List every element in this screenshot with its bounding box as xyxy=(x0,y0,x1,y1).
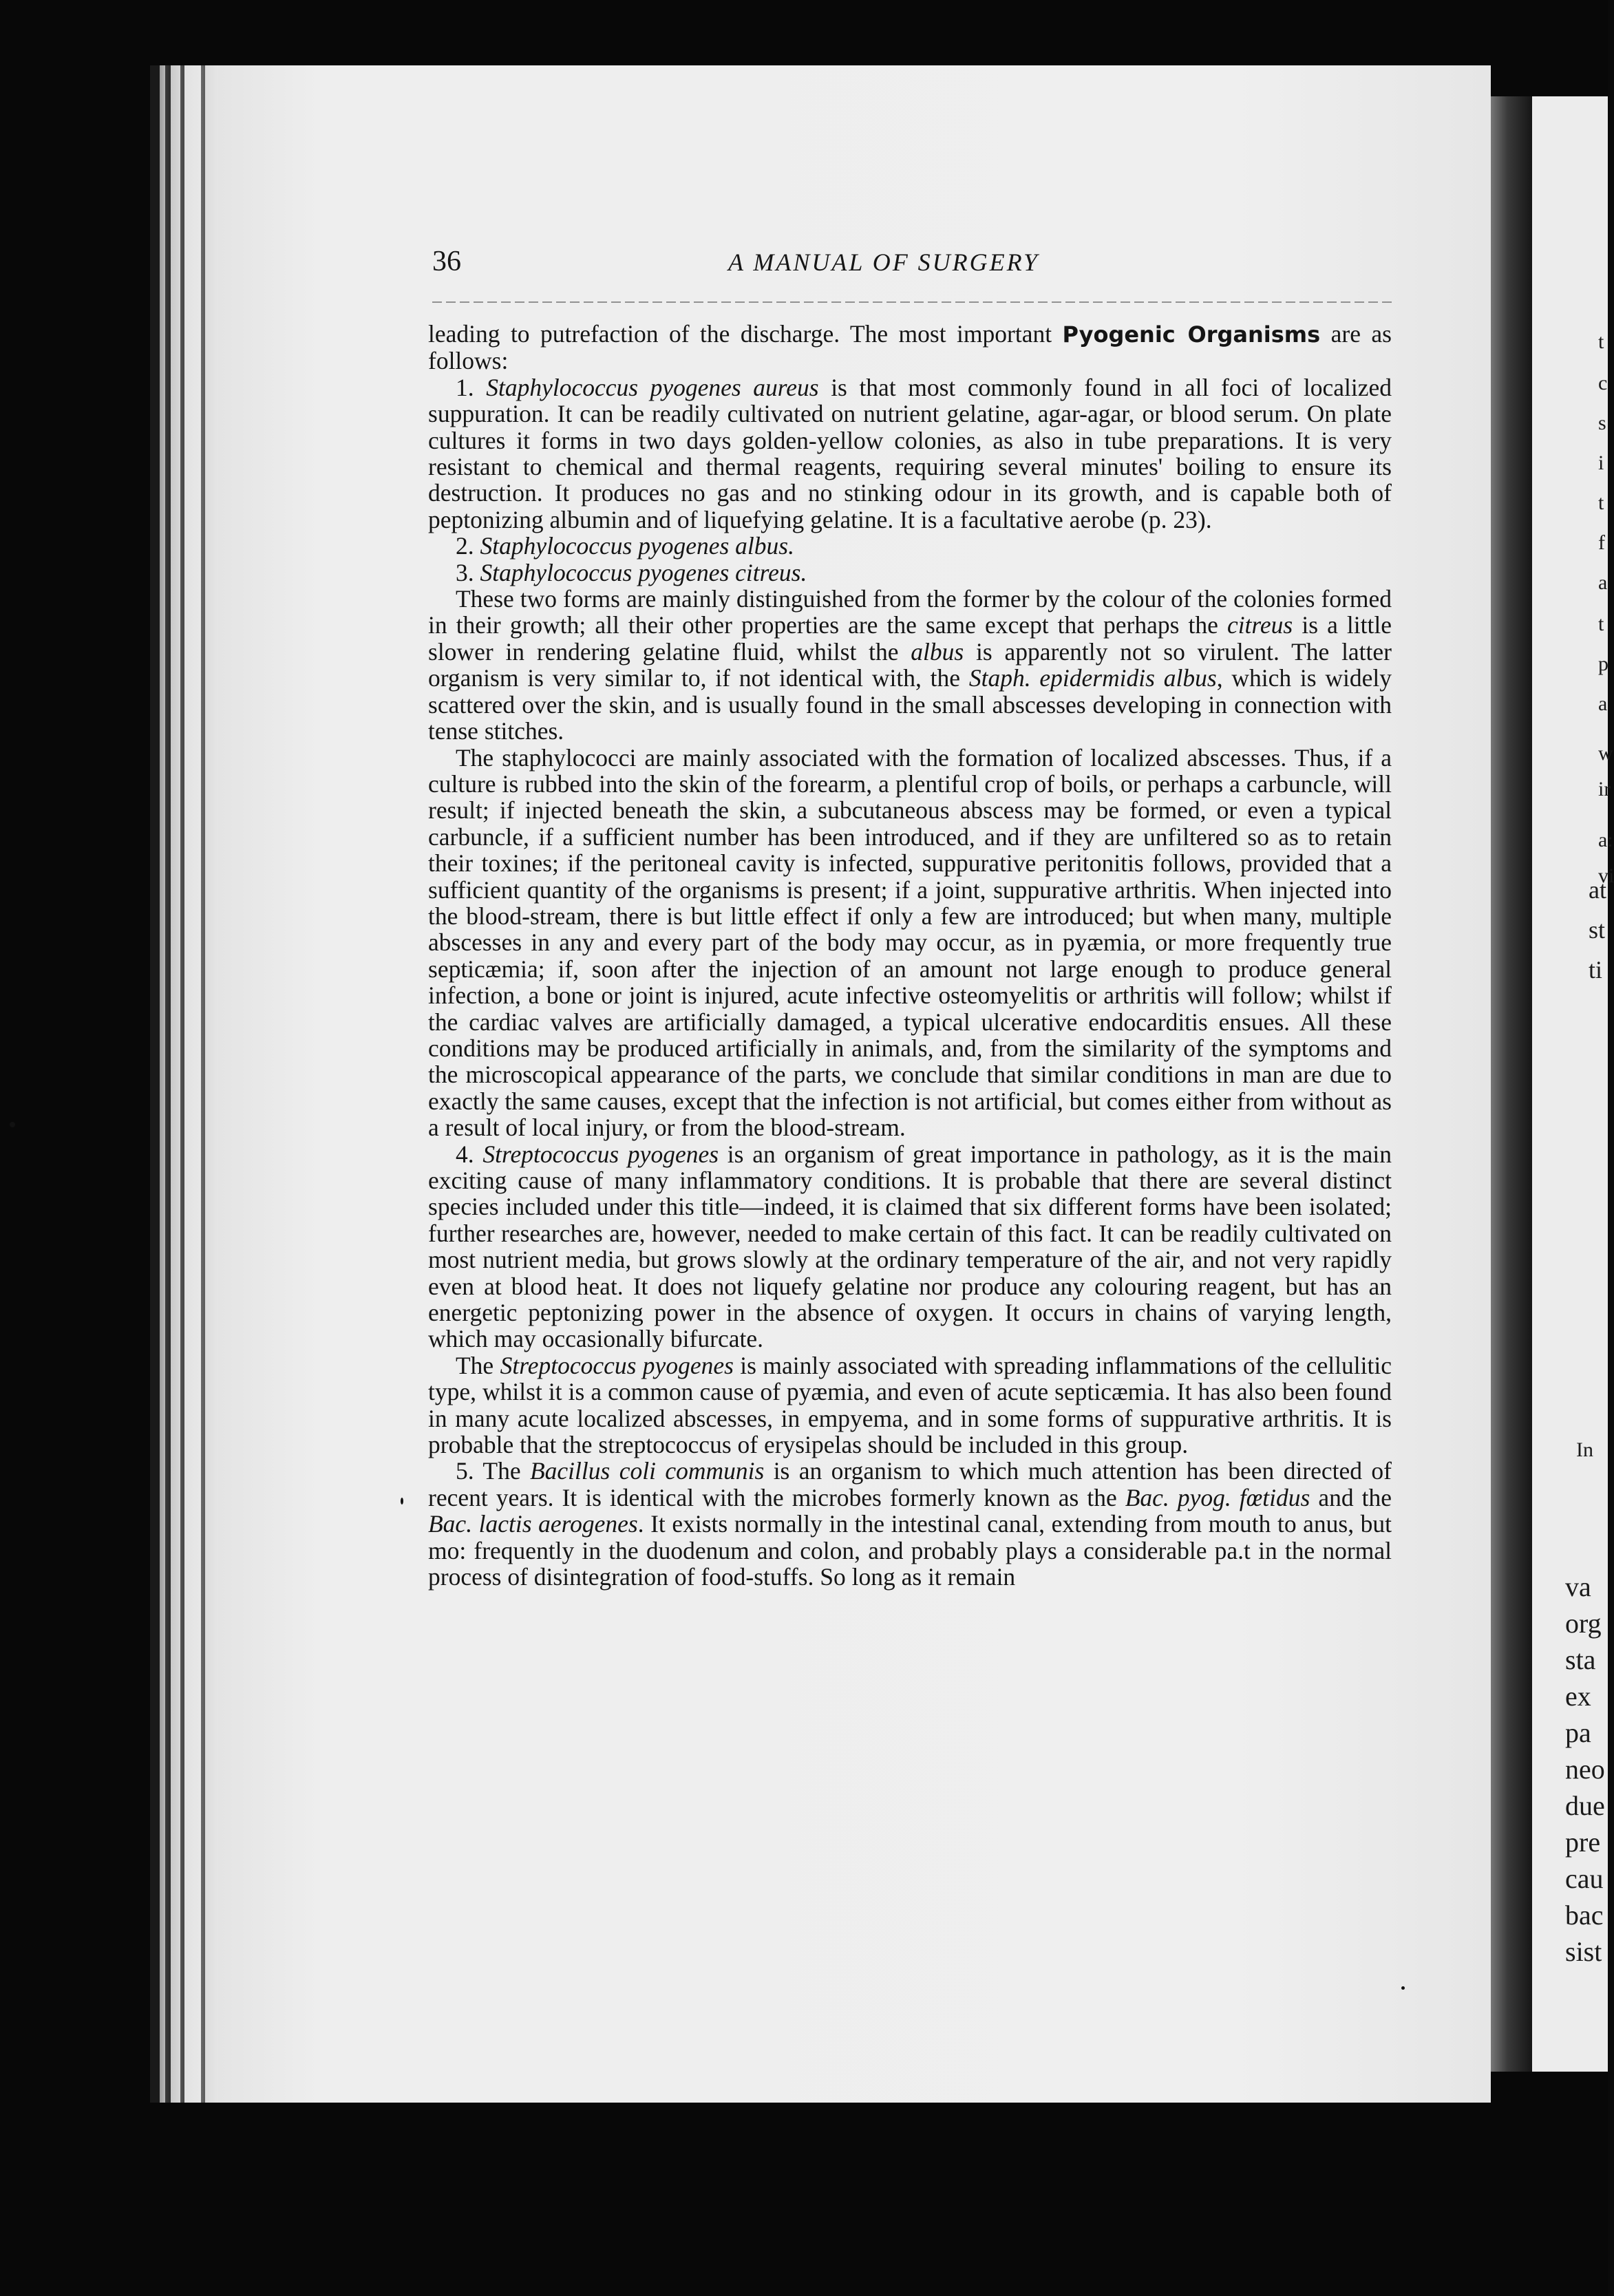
scan-speck xyxy=(10,1122,15,1127)
list-item-1: 1. Staphylococcus pyogenes aureus is that most commonly found in all foci of localized suppuration. It can be readily cultivated on nutrient gelatine, agar-agar, or blood serum. On plate cultures it forms in two days golden-yellow colonies, as also in tube preparations. It is very resistant to chemical and thermal reagents, requiring several minutes' boiling to ensure its destruction. It produces no gas and no stinking odour in its growth, and is capable both of peptonizing albumin and of liquefying gelatine. It is a facultative aerobe (p. 23). xyxy=(428,373,1392,533)
next-page-fragment-line: w xyxy=(1598,742,1613,765)
header-rule xyxy=(432,301,1396,303)
page-gutter-shadow xyxy=(1491,96,1532,2072)
next-page-fragment-line: sist xyxy=(1565,1936,1602,1967)
next-page-fragment-line: s xyxy=(1598,412,1606,434)
list-item-5: 5. The Bacillus coli communis is an organism to which much attention has been directed of recent years. It is identical with the microbes formerly known as the Bac. pyog. fœtidus and the Bac. lactis aerogenes. It exists normally in the intestinal canal, extending from mouth to anus, but mo: frequently in the duodenum and colon, and probably plays a considerable pa.t in the normal process of disintegration of food-stuffs. So long as it remain xyxy=(428,1457,1392,1591)
organism-name: Staphylococcus pyogenes aureus xyxy=(486,373,819,401)
organism-name: Staphylococcus pyogenes albus. xyxy=(480,532,794,560)
list-item-4: 4. Streptococcus pyogenes is an organism of great importance in pathology, as it is the main exciting cause of many inflammatory conditions. It is probable that there are several distinct species included under this title—indeed, it is claimed that six different forms have been isolated; further researches are, however, needed to make certain of this fact. It can be readily cultivated on most nutrient media, but grows slowly at the ordinary temperature of the air, and not very rapidly even at blood heat. It does not liquefy gelatine nor produce any colouring reagent, but has an energetic peptonizing power in the absence of oxygen. It occurs in chains of varying length, which may occasionally bifurcate. xyxy=(428,1140,1392,1353)
scan-speck xyxy=(401,1498,403,1505)
page-number: 36 xyxy=(432,246,461,277)
list-item-3: 3. Staphylococcus pyogenes citreus. xyxy=(456,558,807,586)
next-page-fragment-line: c xyxy=(1598,372,1608,394)
next-page-fragment-line: pre xyxy=(1565,1827,1601,1858)
next-page-fragment-line: ir xyxy=(1598,778,1611,800)
list-item-2: 2. Staphylococcus pyogenes albus. xyxy=(456,532,794,560)
next-page-fragment-line: ti xyxy=(1589,956,1603,984)
next-page-fragment-line: a xyxy=(1598,692,1608,715)
scan-speck xyxy=(1401,1986,1405,1990)
paragraph-streptococcus: The Streptococcus pyogenes is mainly associated with spreading inflammations of the cellulitic type, whilst it is a common cause of pyæmia, and even of acute septicæmia. It has also been found in many acute localized abscesses, in empyema, and in some forms of suppurative arthritis. It is probable that the streptococcus of erysipelas should be included in this group. xyxy=(428,1351,1392,1459)
paragraph-intro: leading to putrefaction of the discharge. The most important Pyogenic Organisms are as follows: xyxy=(428,320,1392,375)
next-page-fragment-line: i xyxy=(1598,451,1604,474)
next-page-fragment-line: cau xyxy=(1565,1863,1604,1894)
next-page-fragment-line: vi xyxy=(1598,864,1614,887)
next-page-fragment-line: t xyxy=(1598,613,1604,635)
next-page-fragment-line: f xyxy=(1598,531,1605,554)
bold-heading-pyogenic-organisms: Pyogenic Organisms xyxy=(1062,321,1321,348)
page-header xyxy=(432,245,1396,286)
next-page-fragment-line: due xyxy=(1565,1790,1605,1821)
next-page-fragment-line: In xyxy=(1576,1438,1593,1461)
next-page-fragment-line: a xyxy=(1598,571,1608,594)
next-page-fragment-line: pa xyxy=(1565,1717,1591,1748)
next-page-fragment-line: va xyxy=(1565,1571,1591,1602)
organism-name: Streptococcus pyogenes xyxy=(482,1140,719,1168)
organism-name: Bacillus coli communis xyxy=(529,1457,765,1485)
book-binding-edge xyxy=(150,65,217,2103)
next-page-fragment-line: t xyxy=(1598,491,1604,514)
next-page-fragment-line: sta xyxy=(1565,1644,1596,1675)
next-page-fragment-line: bac xyxy=(1565,1900,1604,1931)
paragraph-these-two-forms: These two forms are mainly distinguished from the former by the colour of the colonies formed in their growth; all their other properties are the same except that perhaps the citreus is a little slower in rendering gelatine fluid, whilst the albus is apparently not so virulent. The latter organism is very similar to, if not identical with, the Staph. epidermidis albus, which is widely scattered over the skin, and is usually found in the small abscesses developing in connection with tense stitches. xyxy=(428,585,1392,745)
running-title: A MANUAL OF SURGERY xyxy=(728,248,1040,276)
next-page-fragment-line: st xyxy=(1589,916,1606,944)
organism-name: Staphylococcus pyogenes citreus. xyxy=(480,558,807,586)
paragraph-staphylococci: The staphylococci are mainly associated with the formation of localized abscesses. Thus, if a culture is rubbed into the skin of the forearm, a plentiful crop of boils, or perhaps a carbuncle, will result; if injected beneath the skin, a subcutaneous abscess may be formed, or even a typical carbuncle, if a sufficient number has been introduced, and if they are unfiltered so as to retain their toxines; if the peritoneal cavity is infected, suppurative peritonitis follows, provided that a sufficient quantity of the organisms is present; if a joint, suppurative arthritis. When injected into the blood-stream, there is but little effect if only a few are introduced; but when many, multiple abscesses in any and every part of the body may occur, as in pyæmia, or more frequently true septicæmia; if, soon after the injection of an amount not large enough to produce general infection, a bone or joint is injured, acute infective osteomyelitis or arthritis will follow; whilst if the cardiac valves are artificially damaged, a typical ulcerative endocarditis ensues. All these conditions may be produced artificially in animals, and, from the similarity of the symptoms and the microscopical appearance of the parts, we conclude that similar conditions in man are due to exactly the same causes, except that the infection is not artificial, but comes either from without as a result of local injury, or from the blood-stream. xyxy=(428,743,1392,1142)
next-page-fragment-line: ex xyxy=(1565,1681,1591,1712)
body-text xyxy=(428,321,1392,1591)
next-page-fragment-line: neo xyxy=(1565,1754,1605,1785)
next-page-fragment-line: org xyxy=(1565,1608,1602,1639)
adjacent-page-fragment xyxy=(1532,96,1614,2072)
next-page-fragment-line: t xyxy=(1598,330,1604,353)
next-page-fragment-line: at xyxy=(1589,876,1606,904)
next-page-fragment-line: a: xyxy=(1598,829,1613,851)
next-page-fragment-line: p xyxy=(1598,652,1608,675)
